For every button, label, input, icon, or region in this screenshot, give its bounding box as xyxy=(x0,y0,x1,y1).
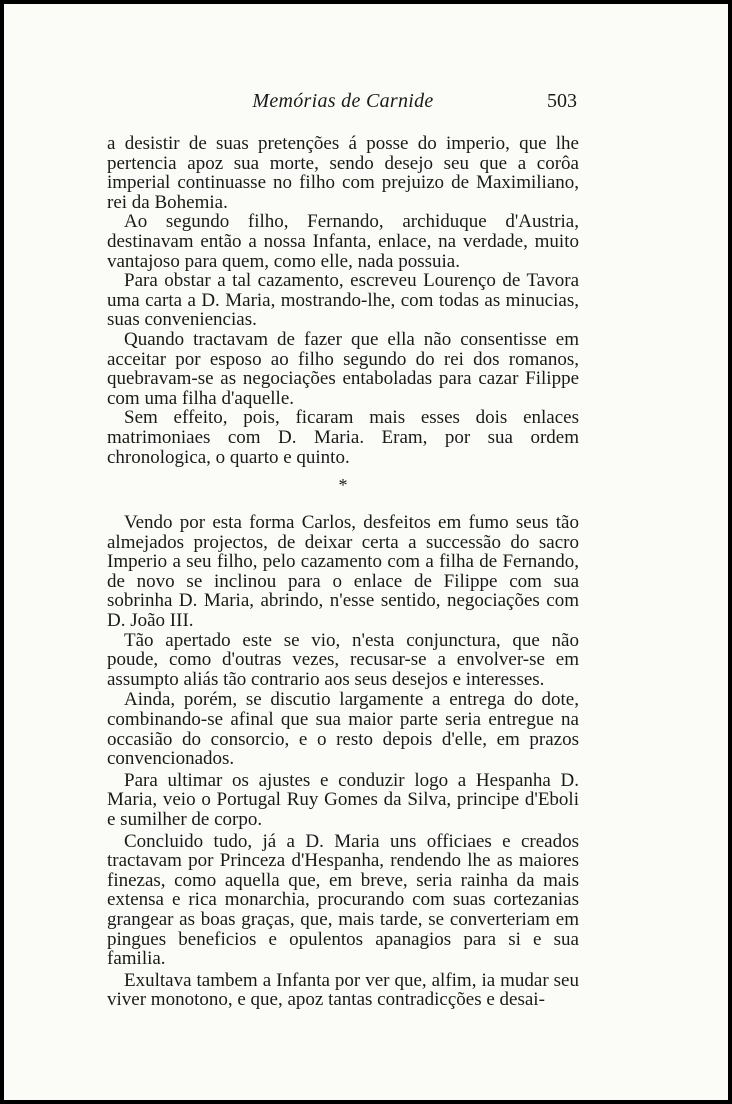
paragraph: Ao segundo filho, Fernando, archiduque d'Austria, destinavam então a nossa Infanta, enlace, na verdade, muito vantajoso para quem, como elle, nada possuia. xyxy=(107,211,579,272)
paragraph: Para obstar a tal cazamento, escreveu Lourenço de Tavora uma carta a D. Maria, mostrando-lhe, com todas as minucias, suas conveniencias. xyxy=(107,270,579,331)
paragraph: Vendo por esta forma Carlos, desfeitos em fumo seus tão almejados projectos, de deixar certa a successão do sacro Imperio a seu filho, pelo cazamento com a filha de Fernando, de novo se inclinou para o enlace de Filippe com sua sobrinha D. Maria, abrindo, n'esse sentido, negociações com D. João III. xyxy=(107,512,579,632)
paragraph: Quando tractavam de fazer que ella não consentisse em acceitar por esposo ao filho segundo do rei dos romanos, quebravam-se as negociações entaboladas para cazar Filippe com uma filha d'aquelle. xyxy=(107,328,579,409)
paragraph: Exultava tambem a Infanta por ver que, alfim, ia mudar seu viver monotono, e que, apoz tantas contradicções e desai- xyxy=(107,969,579,1011)
body-text xyxy=(107,134,579,1010)
section-divider: * xyxy=(338,475,348,496)
page-header xyxy=(107,90,579,120)
paragraph: Concluido tudo, já a D. Maria uns officiaes e creados tractavam por Princeza d'Hespanha, rendendo lhe as maiores finezas, como aquella que, em breve, seria rainha da mais extensa e rica monarchia, procurando com suas cortezanias grangear as boas graças, que, mais tarde, se converteriam em pingues beneficios e opulentos apanagios para si e sua familia. xyxy=(107,830,579,970)
paragraph: Sem effeito, pois, ficaram mais esses dois enlaces matrimoniaes com D. Maria. Eram, por sua ordem chronologica, o quarto e quinto. xyxy=(107,407,579,468)
paragraph: Para ultimar os ajustes e conduzir logo a Hespanha D. Maria, veio o Portugal Ruy Gomes da Silva, principe d'Eboli e sumilher de corpo. xyxy=(107,769,579,830)
page-number: 503 xyxy=(547,90,577,112)
paragraph: a desistir de suas pretenções á posse do imperio, que lhe pertencia apoz sua morte, sendo desejo seu que a corôa imperial continuasse no filho com prejuizo de Maximiliano, rei da Bohemia. xyxy=(107,133,579,213)
paragraph: Ainda, porém, se discutio largamente a entrega do dote, combinando-se afinal que sua maior parte seria entregue na occasião do consorcio, e o resto depois d'elle, em prazos convencionados. xyxy=(107,689,579,770)
paragraph: Tão apertado este se vio, n'esta conjunctura, que não poude, como d'outras vezes, recusar-se a envolver-se em assumpto aliás tão contrario aos seus desejos e interesses. xyxy=(107,629,579,690)
running-title: Memórias de Carnide xyxy=(252,90,434,112)
